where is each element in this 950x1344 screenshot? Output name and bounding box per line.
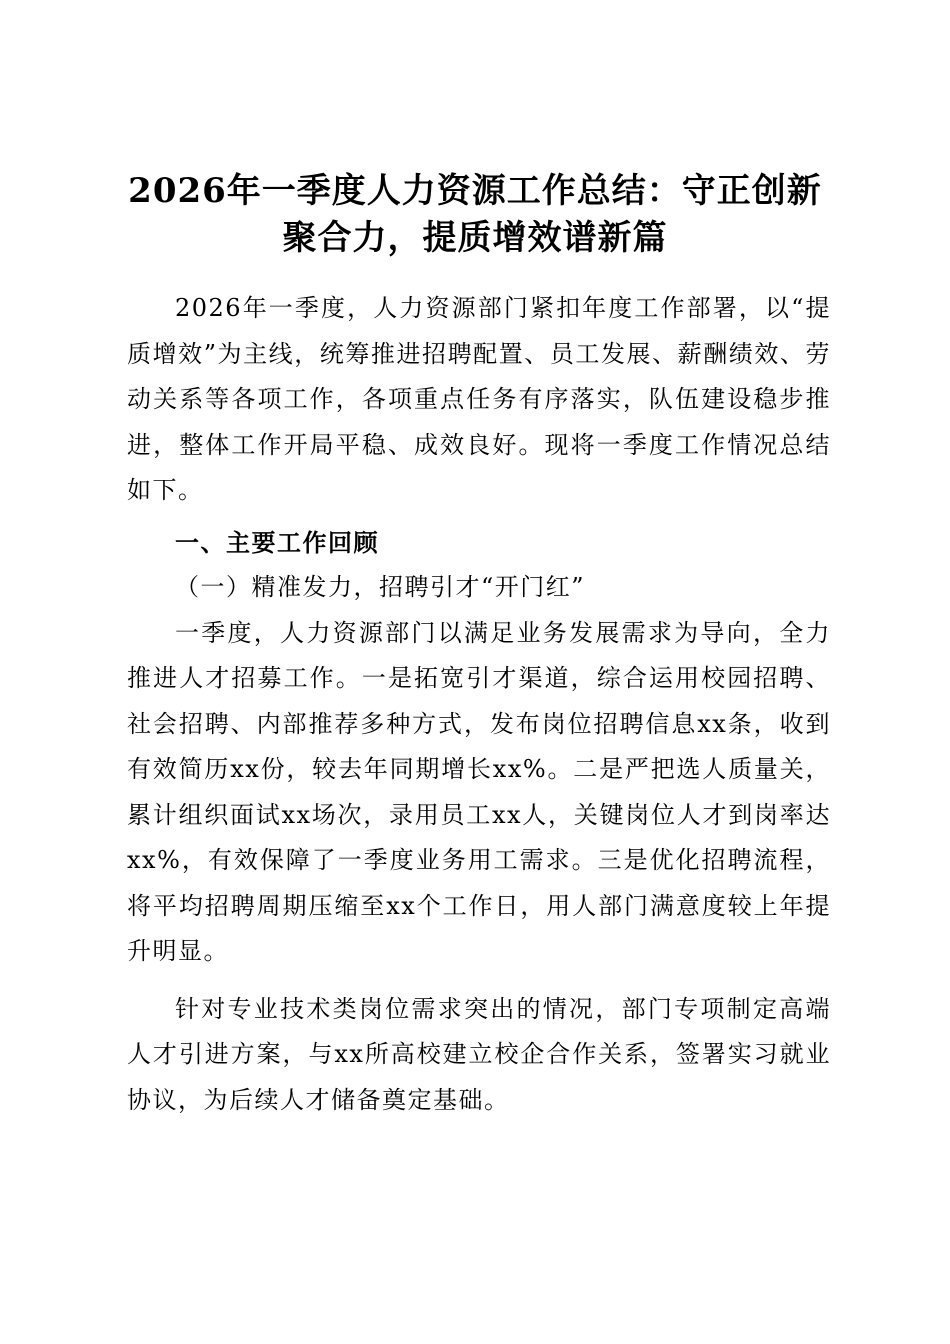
title-line-2: 聚合力，提质增效谱新篇	[282, 218, 668, 258]
document-body	[127, 286, 831, 1123]
body-paragraph: 针对专业技术类岗位需求突出的情况，部门专项制定高端人才引进方案，与xx所高校建立校企合作关系，签署实习就业协议，为后续人才储备奠定基础。	[127, 994, 831, 1114]
title-line-1: 2026年一季度人力资源工作总结：守正创新	[128, 171, 822, 211]
subsection-heading: （一）精准发力，招聘引才“开门红”	[175, 573, 586, 601]
intro-paragraph: 2026年一季度，人力资源部门紧扣年度工作部署，以“提质增效”为主线，统筹推进招聘配置、员工发展、薪酬绩效、劳动关系等各项工作，各项重点任务有序落实，队伍建设稳步推进，整体工作开局平稳、成效良好。现将一季度工作情况总结如下。	[127, 294, 831, 504]
document-title	[120, 168, 830, 262]
body-paragraph: 一季度，人力资源部门以满足业务发展需求为导向，全力推进人才招募工作。一是拓宽引才渠道，综合运用校园招聘、社会招聘、内部推荐多种方式，发布岗位招聘信息xx条，收到有效简历xx份，较去年同期增长xx%。二是严把选人质量关，累计组织面试xx场次，录用员工xx人，关键岗位人才到岗率达xx%，有效保障了一季度业务用工需求。三是优化招聘流程，将平均招聘周期压缩至xx个工作日，用人部门满意度较上年提升明显。	[127, 618, 831, 965]
section-heading: 一、主要工作回顾	[175, 527, 379, 557]
